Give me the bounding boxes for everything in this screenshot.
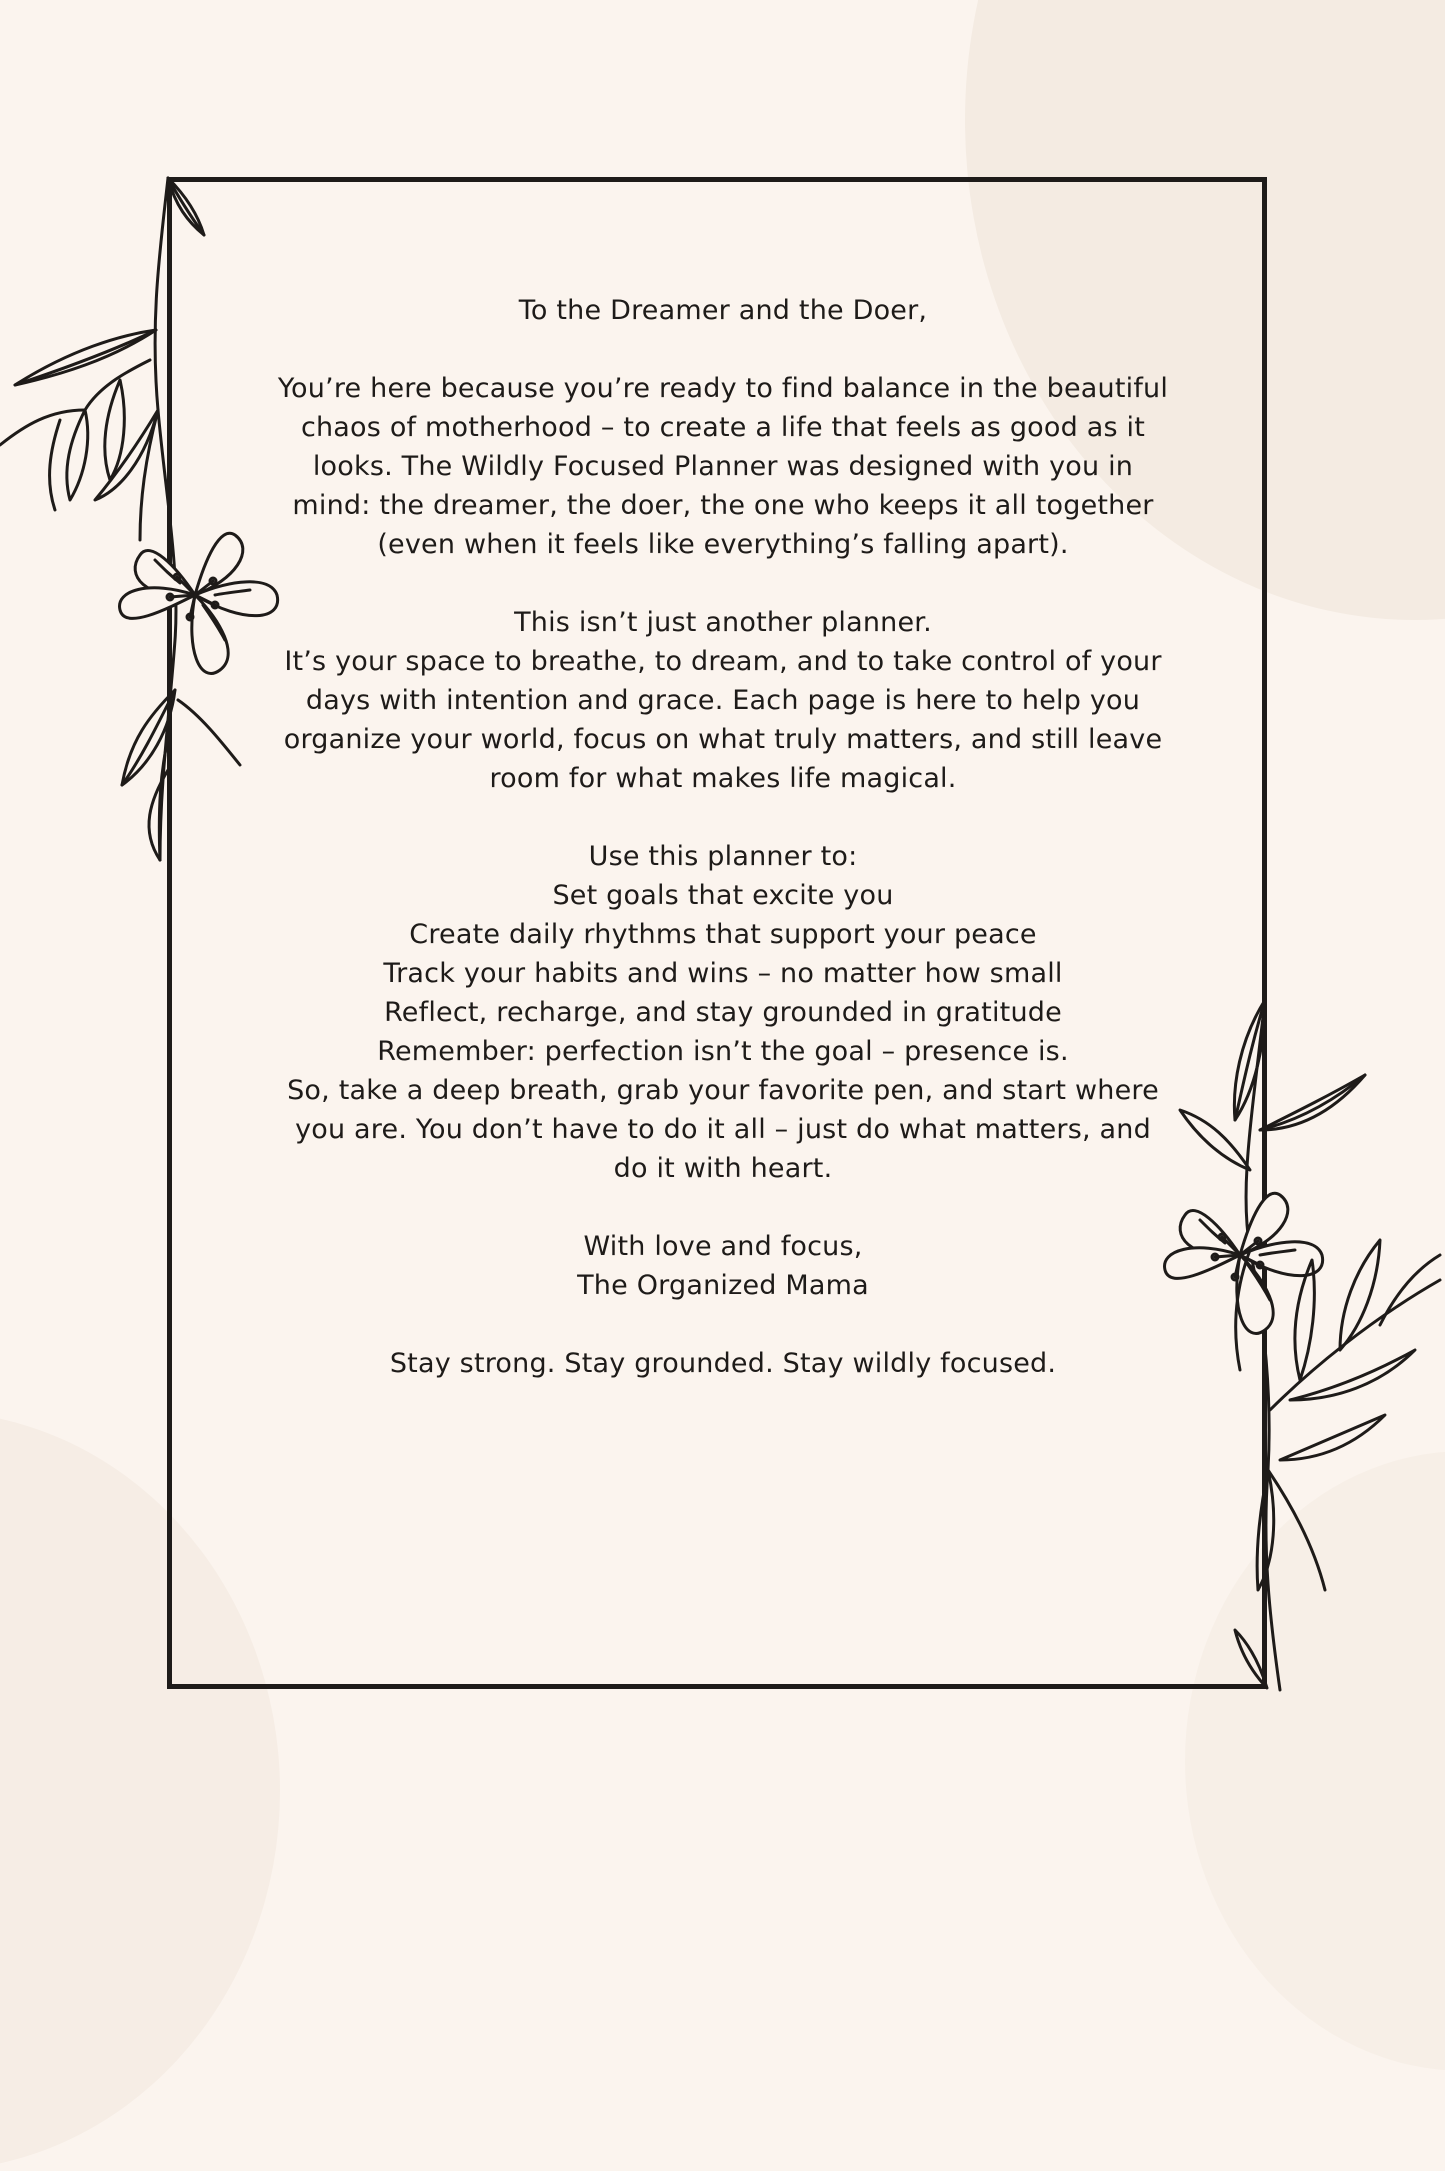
list-item: Track your habits and wins – no matter how small xyxy=(383,958,1063,989)
tagline: Stay strong. Stay grounded. Stay wildly focused. xyxy=(389,1348,1057,1379)
paragraph-intro: You’re here because you’re ready to find balance in the beautiful chaos of motherhood – to create a life that feels as good as it looks. The Wildly Focused Planner was designed with you in mind: the dreamer, the doer, the one who keeps it all together (even when it feels like everything’s falling apart). xyxy=(277,373,1169,560)
closing-paragraph: So, take a deep breath, grab your favorite pen, and start where you are. You don’t have to do it all – just do what matters, and do it with heart. xyxy=(287,1075,1159,1184)
list-intro: Use this planner to: xyxy=(588,841,858,872)
spacer xyxy=(170,564,1276,603)
spacer xyxy=(170,1188,1276,1227)
list-item: Reflect, recharge, and stay grounded in gratitude xyxy=(384,997,1062,1028)
remember-line: Remember: perfection isn’t the goal – presence is. xyxy=(377,1036,1069,1067)
spacer xyxy=(170,330,1276,369)
floral-branch-bottom-right-icon xyxy=(1140,990,1445,1695)
spacer xyxy=(170,798,1276,837)
salutation: To the Dreamer and the Doer, xyxy=(518,295,928,326)
paragraph-purpose: This isn’t just another planner. It’s your space to breathe, to dream, and to take control of your days with intention and grace. Each page is here to help you organize your world, focus on what truly matters, and still leave room for what makes life magical. xyxy=(283,607,1163,794)
list-item: Create daily rhythms that support your peace xyxy=(409,919,1037,950)
signoff: With love and focus, xyxy=(583,1231,863,1262)
spacer xyxy=(170,1305,1276,1344)
list-item: Set goals that excite you xyxy=(552,880,894,911)
letter-body xyxy=(170,291,1276,1383)
signature: The Organized Mama xyxy=(577,1270,869,1301)
floral-branch-top-left-icon xyxy=(0,170,300,870)
